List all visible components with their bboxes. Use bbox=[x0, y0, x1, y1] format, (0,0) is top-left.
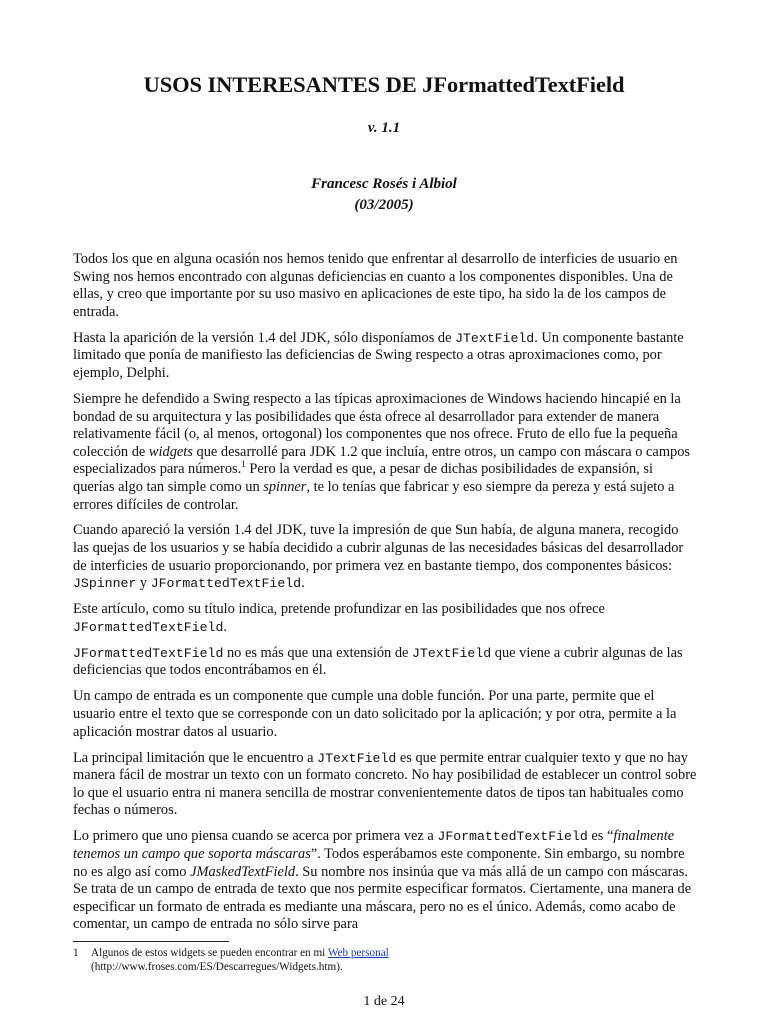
emphasis-term: finalmente tenemos un campo que soporta máscaras bbox=[73, 828, 675, 862]
emphasis-term: JMaskedTextField bbox=[190, 863, 296, 880]
paragraph-1 bbox=[73, 251, 697, 321]
code-term: JFormattedTextField bbox=[73, 619, 224, 635]
code-term: JFormattedTextField bbox=[73, 645, 224, 661]
code-term: JFormattedTextField bbox=[150, 576, 302, 592]
footnote-link[interactable]: Web personal bbox=[327, 947, 389, 959]
paragraph-7 bbox=[73, 688, 697, 741]
paragraph-text: . bbox=[301, 575, 305, 592]
footnote-number: 1 bbox=[73, 947, 79, 959]
document-version: v. 1.1 bbox=[367, 120, 401, 136]
code-term: JTextField bbox=[412, 645, 492, 661]
paragraph-text: que viene a cubrir algunas de las deficiencias que todos encontrábamos en él. bbox=[73, 644, 683, 679]
footnote bbox=[73, 946, 697, 974]
paragraph-6 bbox=[73, 645, 697, 680]
paragraph-9 bbox=[73, 828, 697, 934]
emphasis-term: widgets bbox=[148, 443, 193, 460]
paragraph-text: La principal limitación que le encuentro a bbox=[73, 749, 318, 766]
paragraph-3 bbox=[73, 391, 697, 514]
code-term: JSpinner bbox=[73, 576, 137, 592]
code-term: JTextField bbox=[317, 750, 397, 766]
page-number: 1 de 24 bbox=[363, 994, 405, 1009]
paragraph-text: ”. Todos esperábamos este componente. Sin embargo, su nombre no es algo así como bbox=[73, 845, 685, 880]
paragraph-text: Este artículo, como su título indica, pretende profundizar en las posibilidades que nos ofrece bbox=[73, 601, 605, 618]
footnote-url: (http://www.froses.com/ES/Descarregues/Widgets.htm). bbox=[91, 961, 343, 973]
footnote-text: Algunos de estos widgets se pueden encontrar en mi bbox=[91, 947, 328, 959]
paragraph-text: . Un componente bastante limitado que ponía de manifiesto las deficiencias de Swing respecto a otras aproximaciones como, por ejemplo, Delphi. bbox=[73, 329, 684, 381]
paragraph-text: no es más que una extensión de bbox=[223, 644, 413, 661]
paragraph-text: . Su nombre nos insinúa que va más allá de un campo con máscaras. Se trata de un campo de entrada de texto que nos permite especificar formatos. Ciertamente, una manera de especificar un formato de entrada es mediante una máscara, pero no es el único. Además, como acabo de comentar, un campo de entrada no sólo sirve para bbox=[73, 863, 692, 933]
paragraph-text: Un campo de entrada es un componente que cumple una doble función. Por una parte, permite que el usuario entre el texto que se corresponde con un dato solicitado por la aplicación; y por otra, permite a la aplicación mostrar datos al usuario. bbox=[73, 688, 677, 740]
paragraph-text: . bbox=[223, 618, 227, 635]
paragraph-text: es “ bbox=[587, 828, 614, 845]
code-term: JTextField bbox=[455, 330, 535, 346]
paragraph-2 bbox=[73, 330, 697, 383]
emphasis-term: spinner bbox=[263, 478, 307, 495]
paragraph-text: Siempre he defendido a Swing respecto a las típicas aproximaciones de Windows haciendo hincapié en la bondad de su arquitectura y las posibilidades que ésta ofrece al desarrollador para extender de manera relativamente fácil (o, al menos, ortogonal) los componentes que nos ofrece. Fruto de ello fue la pequeña colección de bbox=[73, 390, 681, 460]
document-title: USOS INTERESANTES DE JFormattedTextField bbox=[143, 72, 625, 97]
paragraph-text: Cuando apareció la versión 1.4 del JDK, tuve la impresión de que Sun había, de alguna manera, recogido las quejas de los usuarios y se había decidido a cubrir algunas de las necesidades básicas del desarrollador de interficies de usuario proporcionando, por primera vez en bastante tiempo, dos componentes básicos: bbox=[73, 522, 684, 574]
paragraph-text: que desarrollé para JDK 1.2 que incluía, entre otros, un campo con máscara o campos especializados para números. bbox=[73, 443, 691, 478]
paragraph-text: es que permite entrar cualquier texto y que no hay manera fácil de mostrar un texto con un formato concreto. No hay posibilidad de establecer un control sobre lo que el usuario entra ni manera sencilla de mostrar convenientemente datos de tipos tan habituales como fechas o números. bbox=[73, 749, 697, 819]
paragraph-text: Pero la verdad es que, a pesar de dichas posibilidades de expansión, si querías algo tan simple como un bbox=[73, 461, 653, 495]
paragraph-8 bbox=[73, 750, 697, 820]
footnote-reference[interactable]: 1 bbox=[241, 459, 246, 470]
paragraph-5 bbox=[73, 601, 697, 636]
paragraph-text: Lo primero que uno piensa cuando se acerca por primera vez a bbox=[73, 828, 438, 845]
paragraph-text: Todos los que en alguna ocasión nos hemos tenido que enfrentar al desarrollo de interficies de usuario en Swing nos hemos encontrado con algunas deficiencias en cuanto a los componentes disponibles. Una de ellas, y creo que importante por su uso masivo en aplicaciones de este tipo, ha sido la de los campos de entrada. bbox=[73, 251, 678, 320]
document-date: (03/2005) bbox=[354, 197, 414, 213]
code-term: JFormattedTextField bbox=[437, 829, 588, 845]
paragraph-4 bbox=[73, 522, 697, 592]
footnote-divider bbox=[73, 941, 229, 942]
document-body bbox=[73, 251, 697, 942]
paragraph-text: Hasta la aparición de la versión 1.4 del JDK, sólo disponíamos de bbox=[73, 329, 456, 346]
paragraph-text: y bbox=[136, 575, 151, 592]
paragraph-text: , te lo tenías que fabricar y eso siempre da pereza y está sujeto a errores difíciles de controlar. bbox=[73, 478, 675, 513]
document-author: Francesc Rosés i Albiol bbox=[311, 176, 457, 192]
